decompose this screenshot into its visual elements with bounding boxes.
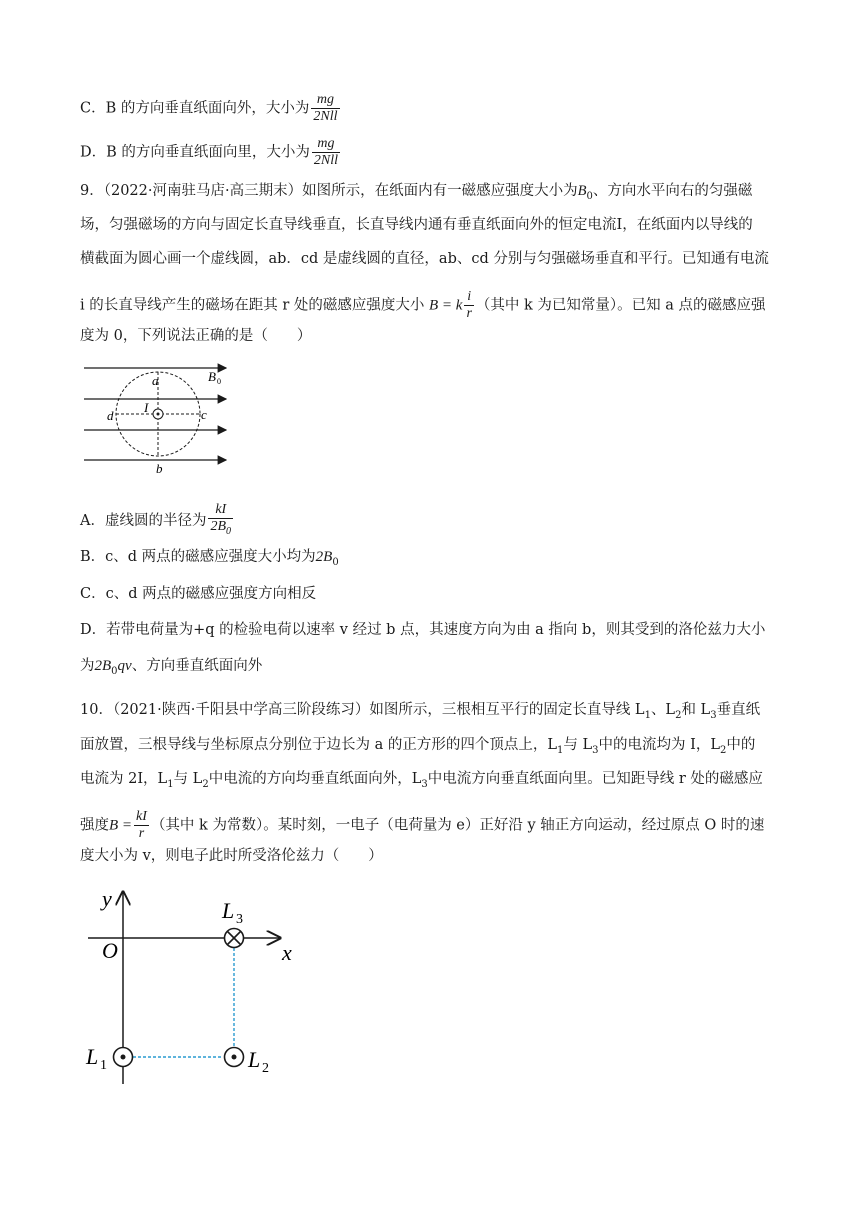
q10-line3: 电流为 2I，$L_1$与 $L_2$中电流的方向均垂直纸面向外，$L_3$中电流方向垂直纸面向里。已知距导线 r 处的磁感应	[80, 771, 763, 790]
label-x: x	[282, 940, 292, 965]
q9-option-b: B．c、d 两点的磁感应强度大小均为$2B_0$	[80, 549, 339, 568]
label-a: a	[152, 373, 159, 388]
label-l3-sub: 3	[236, 912, 243, 927]
label-b: b	[156, 461, 163, 476]
q9-option-d-line1: D．若带电荷量为+q 的检验电荷以速率 v 经过 b 点，其速度方向为由 a 指向 b，则其受到的洛伦兹力大小	[80, 622, 766, 638]
q10-line1: 10．（2021·陕西·千阳县中学高三阶段练习）如图所示，三根相互平行的固定长直导线 $L_1$、$L_2$和 $L_3$垂直纸	[80, 702, 761, 721]
label-l1: L	[86, 1044, 99, 1069]
q9-line1: 9．（2022·河南驻马店·高三期末）如图所示，在纸面内有一磁感应强度大小为$B_0$、方向水平向右的匀强磁	[80, 183, 753, 202]
label-l3: L	[222, 898, 235, 923]
q10-line5: 度大小为 v，则电子此时所受洛伦兹力（ ）	[80, 848, 383, 864]
label-B0-sub: 0	[217, 377, 221, 386]
label-l2-sub: 2	[262, 1061, 269, 1076]
q9-figure	[80, 356, 240, 476]
label-origin: O	[102, 938, 118, 963]
q9-line3: 横截面为圆心画一个虚线圆，ab．cd 是虚线圆的直径，ab、cd 分别与匀强磁场垂直和平行。已知通有电流	[80, 251, 769, 267]
wire-l2-out-of-page-icon	[225, 1048, 244, 1067]
q10-figure	[80, 886, 320, 1086]
label-d: d	[107, 408, 114, 423]
label-B0: B	[208, 369, 216, 384]
q9-option-c: C．c、d 两点的磁感应强度方向相反	[80, 586, 317, 602]
label-l2: L	[248, 1047, 261, 1072]
q9-option-d-line2: 为$2B_0qv$、方向垂直纸面向外	[80, 658, 263, 677]
q10-line2: 面放置，三根导线与坐标原点分别位于边长为 a 的正方形的四个顶点上，$L_1$与 $L_3$中的电流均为 I，$L_2$中的	[80, 737, 756, 756]
label-l1-sub: 1	[100, 1058, 107, 1073]
q10-line4: 强度B = $\frac{kI}{r}$ （其中 k 为常数）。某时刻，一电子（电荷量为 e）正好沿 y 轴正方向运动，经过原点 O 时的速	[80, 809, 765, 841]
label-y: y	[102, 886, 112, 911]
q9-option-a: A．虚线圆的半径为 $\frac{kI}{2B_0}$	[80, 502, 232, 537]
label-I: I	[144, 400, 149, 415]
wire-l1-out-of-page-icon	[114, 1048, 133, 1067]
option-c-prev: C．B 的方向垂直纸面向外，大小为 $\frac{mg}{\text{2Nll}}$	[80, 92, 338, 124]
q9-line5: 度为 0，下列说法正确的是（ ）	[80, 328, 312, 344]
q9-line4: i 的长直导线产生的磁场在距其 r 处的磁感应强度大小 B = k $\frac{i}{r}$ （其中 k 为已知常量）。已知 a 点的磁感应强	[80, 289, 766, 321]
option-d-prev: D．B 的方向垂直纸面向里，大小为 $\frac{mg}{\text{2Nll}}$	[80, 136, 339, 168]
q9-line2: 场，匀强磁场的方向与固定长直导线垂直，长直导线内通有垂直纸面向外的恒定电流I，在纸面内以导线的	[80, 217, 753, 233]
wire-l3-into-page-icon	[225, 929, 244, 948]
label-c: c	[201, 407, 207, 422]
